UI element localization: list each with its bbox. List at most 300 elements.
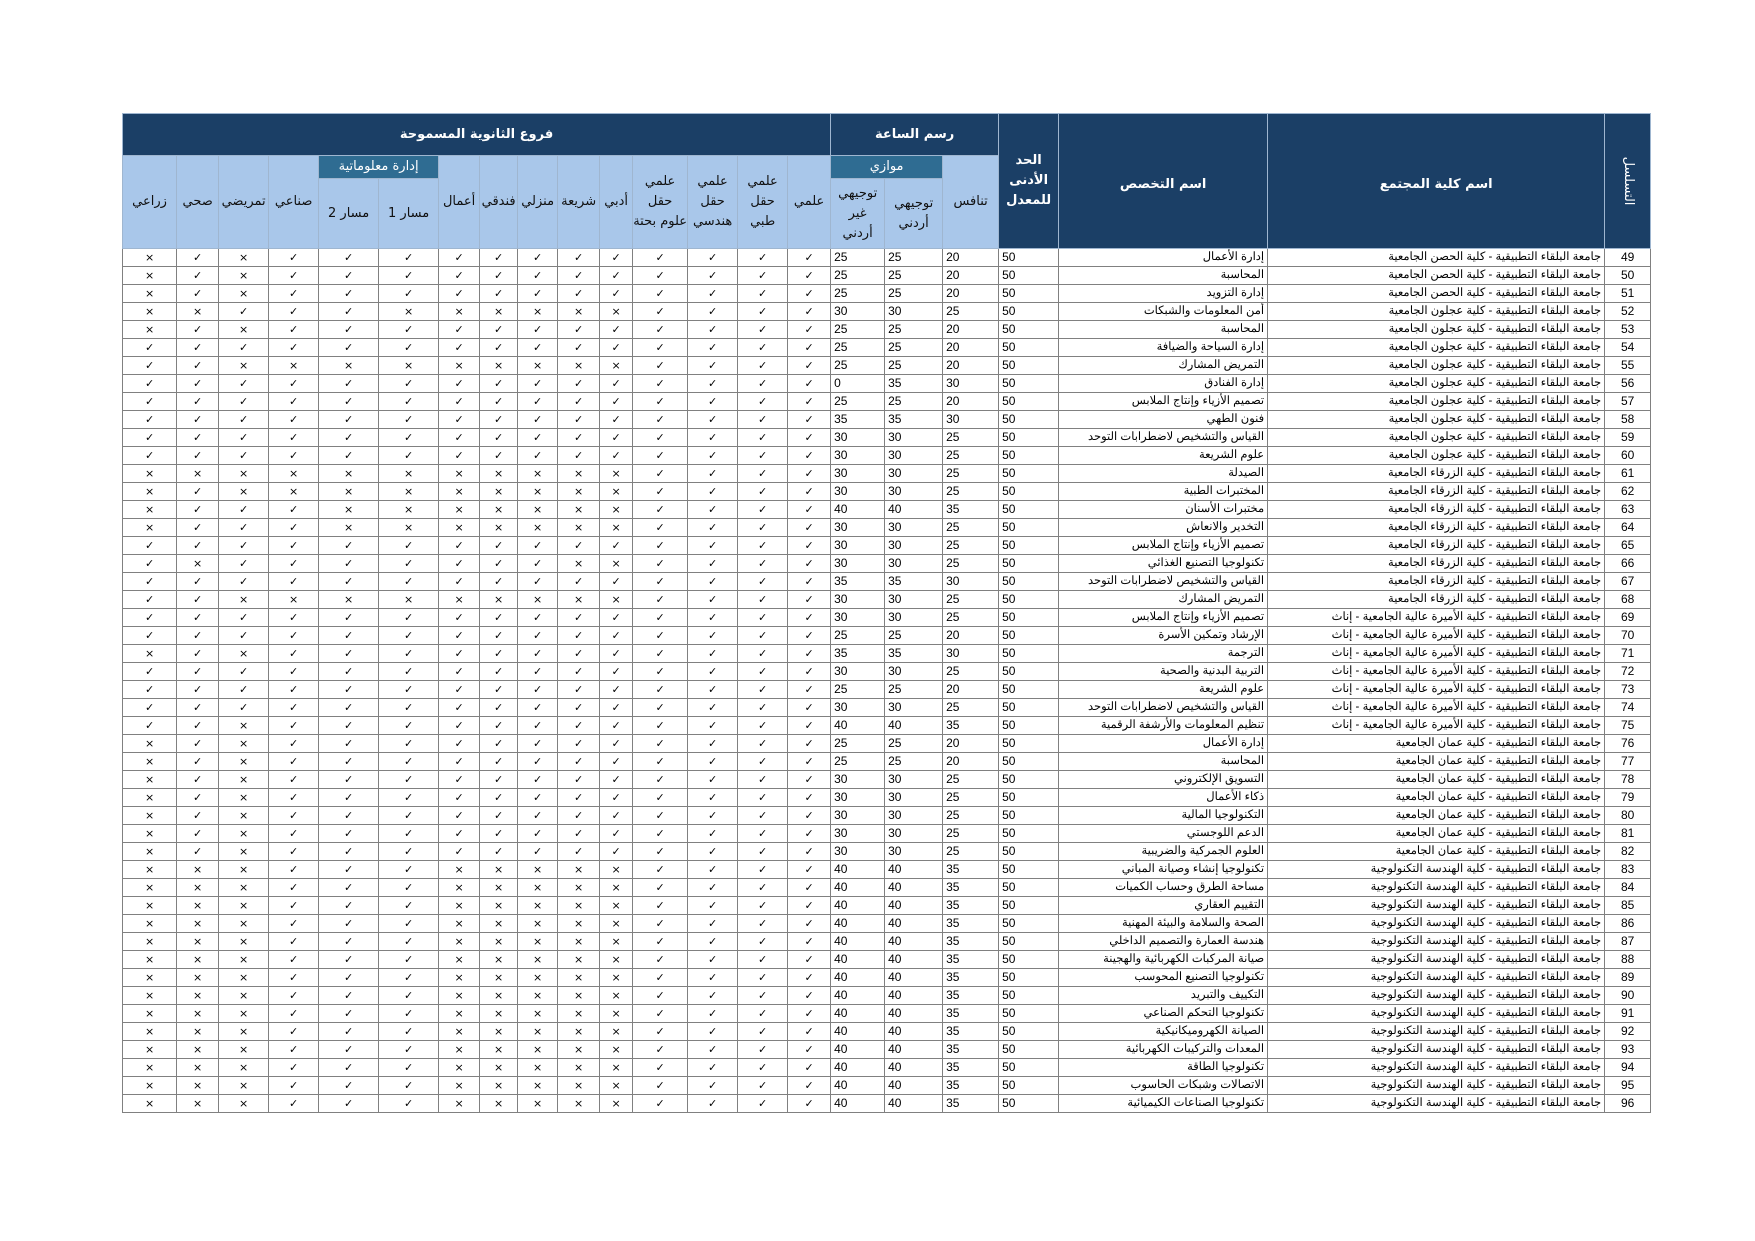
branch-permission-cell: ×: [600, 933, 633, 951]
major-name-cell: الصيدلة: [1059, 465, 1268, 483]
branch-permission-cell: ×: [379, 501, 439, 519]
branch-permission-cell: ✓: [788, 321, 831, 339]
college-name-cell: جامعة البلقاء التطبيقية - كلية عمان الجامعية: [1268, 843, 1605, 861]
table-row: [123, 465, 1651, 483]
non-jordanian-fee-cell: 30: [831, 699, 885, 717]
branch-permission-cell: ✓: [177, 249, 219, 267]
table-row: [123, 357, 1651, 375]
branch-permission-cell: ✓: [518, 753, 558, 771]
major-name-cell: التكييف والتبريد: [1059, 987, 1268, 1005]
branch-permission-cell: ×: [123, 807, 177, 825]
branch-permission-cell: ✓: [558, 429, 600, 447]
branch-permission-cell: ×: [518, 1059, 558, 1077]
branch-permission-cell: ✓: [379, 645, 439, 663]
branch-permission-cell: ✓: [177, 339, 219, 357]
branch-permission-cell: ✓: [738, 1005, 788, 1023]
compete-fee-cell: 35: [943, 897, 999, 915]
branch-permission-cell: ✓: [123, 555, 177, 573]
branch-permission-cell: ✓: [379, 375, 439, 393]
branch-permission-cell: ✓: [480, 429, 518, 447]
branch-permission-cell: ✓: [688, 753, 738, 771]
row-sequence: 67: [1605, 573, 1651, 591]
compete-fee-cell: 20: [943, 321, 999, 339]
branch-literary: أدبي: [600, 156, 633, 249]
branch-permission-cell: ✓: [633, 681, 688, 699]
table-row: [123, 951, 1651, 969]
branch-permission-cell: ✓: [219, 537, 269, 555]
major-name-cell: تصميم الأزياء وإنتاج الملابس: [1059, 609, 1268, 627]
branch-permission-cell: ×: [600, 987, 633, 1005]
branch-permission-cell: ✓: [518, 267, 558, 285]
branch-permission-cell: ×: [123, 753, 177, 771]
table-row: [123, 393, 1651, 411]
branch-permission-cell: ×: [379, 357, 439, 375]
branch-permission-cell: ✓: [177, 285, 219, 303]
branch-permission-cell: ✓: [788, 825, 831, 843]
compete-fee-cell: 25: [943, 447, 999, 465]
jordanian-fee-cell: 40: [885, 1005, 943, 1023]
min-average-cell: 50: [999, 1023, 1059, 1041]
compete-fee-cell: 35: [943, 861, 999, 879]
jordanian-fee-cell: 25: [885, 753, 943, 771]
branch-permission-cell: ✓: [600, 393, 633, 411]
branch-permission-cell: ✓: [633, 1077, 688, 1095]
branch-permission-cell: ×: [558, 519, 600, 537]
branch-permission-cell: ✓: [738, 303, 788, 321]
branch-permission-cell: ✓: [633, 663, 688, 681]
branch-permission-cell: ✓: [738, 861, 788, 879]
branch-permission-cell: ✓: [688, 771, 738, 789]
min-average-cell: 50: [999, 483, 1059, 501]
hour-fee-header: رسم الساعة: [831, 114, 999, 156]
branch-permission-cell: ×: [123, 519, 177, 537]
branch-permission-cell: ✓: [177, 807, 219, 825]
table-row: [123, 987, 1651, 1005]
college-name-cell: جامعة البلقاء التطبيقية - كلية عمان الجامعية: [1268, 807, 1605, 825]
branch-permission-cell: ×: [480, 861, 518, 879]
min-average-cell: 50: [999, 825, 1059, 843]
major-name-cell: مختبرات الأسنان: [1059, 501, 1268, 519]
min-average-cell: 50: [999, 1095, 1059, 1113]
branch-permission-cell: ✓: [269, 285, 319, 303]
branch-permission-cell: ✓: [269, 897, 319, 915]
college-name-cell: جامعة البلقاء التطبيقية - كلية الحصن الجامعية: [1268, 285, 1605, 303]
row-sequence: 83: [1605, 861, 1651, 879]
branch-permission-cell: ✓: [269, 987, 319, 1005]
jordanian-fee-cell: 35: [885, 375, 943, 393]
branch-permission-cell: ✓: [518, 429, 558, 447]
branch-permission-cell: ✓: [177, 501, 219, 519]
branch-permission-cell: ×: [379, 483, 439, 501]
min-average-cell: 50: [999, 933, 1059, 951]
branch-permission-cell: ×: [558, 1005, 600, 1023]
branch-permission-cell: ✓: [788, 663, 831, 681]
branch-permission-cell: ×: [177, 1005, 219, 1023]
min-average-cell: 50: [999, 429, 1059, 447]
branch-permission-cell: ✓: [633, 249, 688, 267]
branch-permission-cell: ×: [518, 483, 558, 501]
branch-permission-cell: ✓: [319, 663, 379, 681]
branch-permission-cell: ✓: [518, 609, 558, 627]
compete-fee-cell: 20: [943, 393, 999, 411]
branch-permission-cell: ✓: [319, 825, 379, 843]
non-jordanian-fee-cell: 30: [831, 843, 885, 861]
major-header: اسم التخصص: [1059, 114, 1268, 249]
branch-permission-cell: ✓: [788, 537, 831, 555]
branch-permission-cell: ✓: [219, 681, 269, 699]
min-average-cell: 50: [999, 663, 1059, 681]
branch-permission-cell: ✓: [788, 753, 831, 771]
major-name-cell: تصميم الأزياء وإنتاج الملابس: [1059, 393, 1268, 411]
branch-permission-cell: ✓: [439, 663, 480, 681]
branch-permission-cell: ×: [219, 987, 269, 1005]
branch-permission-cell: ✓: [633, 915, 688, 933]
branch-permission-cell: ✓: [688, 483, 738, 501]
min-average-cell: 50: [999, 645, 1059, 663]
branch-permission-cell: ×: [558, 897, 600, 915]
jordanian-fee-cell: 40: [885, 1095, 943, 1113]
branch-permission-cell: ✓: [379, 663, 439, 681]
table-row: [123, 645, 1651, 663]
major-name-cell: تكنولوجيا الصناعات الكيميائية: [1059, 1095, 1268, 1113]
major-name-cell: تكنولوجيا الطاقة: [1059, 1059, 1268, 1077]
branch-permission-cell: ×: [439, 501, 480, 519]
branch-permission-cell: ✓: [738, 735, 788, 753]
branch-permission-cell: ✓: [518, 663, 558, 681]
branch-permission-cell: ×: [219, 267, 269, 285]
branch-permission-cell: ✓: [788, 897, 831, 915]
branch-permission-cell: ✓: [688, 699, 738, 717]
parallel-header: موازي: [831, 156, 943, 179]
branch-permission-cell: ✓: [633, 987, 688, 1005]
min-average-cell: 50: [999, 555, 1059, 573]
branch-permission-cell: ×: [480, 1041, 518, 1059]
branch-permission-cell: ✓: [558, 249, 600, 267]
branch-permission-cell: ×: [177, 879, 219, 897]
row-sequence: 80: [1605, 807, 1651, 825]
branch-permission-cell: ✓: [788, 519, 831, 537]
branch-permission-cell: ✓: [269, 519, 319, 537]
branch-permission-cell: ✓: [518, 411, 558, 429]
branch-permission-cell: ✓: [439, 393, 480, 411]
branch-permission-cell: ×: [177, 987, 219, 1005]
table-row: [123, 1077, 1651, 1095]
branch-permission-cell: ✓: [123, 411, 177, 429]
college-name-cell: جامعة البلقاء التطبيقية - كلية عمان الجامعية: [1268, 771, 1605, 789]
branch-permission-cell: ✓: [688, 519, 738, 537]
branch-permission-cell: ✓: [558, 321, 600, 339]
table-row: [123, 843, 1651, 861]
branch-permission-cell: ✓: [788, 357, 831, 375]
branch-permission-cell: ✓: [688, 537, 738, 555]
admissions-table: [122, 113, 1651, 1113]
branch-permission-cell: ×: [518, 915, 558, 933]
compete-fee-cell: 25: [943, 789, 999, 807]
branch-permission-cell: ✓: [319, 987, 379, 1005]
branch-permission-cell: ✓: [269, 1041, 319, 1059]
branch-permission-cell: ✓: [379, 933, 439, 951]
table-row: [123, 969, 1651, 987]
table-row: [123, 933, 1651, 951]
compete-fee-cell: 35: [943, 951, 999, 969]
branch-permission-cell: ×: [177, 1023, 219, 1041]
branch-permission-cell: ×: [600, 951, 633, 969]
branch-permission-cell: ✓: [123, 393, 177, 411]
major-name-cell: تكنولوجيا التحكم الصناعي: [1059, 1005, 1268, 1023]
branch-permission-cell: ×: [439, 879, 480, 897]
branch-permission-cell: ×: [269, 483, 319, 501]
branch-permission-cell: ×: [379, 465, 439, 483]
min-average-cell: 50: [999, 393, 1059, 411]
major-name-cell: فنون الطهي: [1059, 411, 1268, 429]
row-sequence: 76: [1605, 735, 1651, 753]
branch-permission-cell: ✓: [688, 933, 738, 951]
branch-permission-cell: ×: [600, 303, 633, 321]
branch-permission-cell: ✓: [269, 861, 319, 879]
branch-permission-cell: ✓: [738, 933, 788, 951]
branch-permission-cell: ✓: [600, 645, 633, 663]
branch-permission-cell: ✓: [379, 447, 439, 465]
college-name-cell: جامعة البلقاء التطبيقية - كلية عمان الجامعية: [1268, 753, 1605, 771]
branch-permission-cell: ✓: [633, 1041, 688, 1059]
branch-permission-cell: ×: [558, 915, 600, 933]
branch-permission-cell: ✓: [688, 285, 738, 303]
branch-permission-cell: ✓: [788, 393, 831, 411]
branch-permission-cell: ✓: [379, 411, 439, 429]
branch-permission-cell: ✓: [518, 285, 558, 303]
branch-permission-cell: ×: [480, 1059, 518, 1077]
branch-permission-cell: ✓: [788, 717, 831, 735]
row-sequence: 66: [1605, 555, 1651, 573]
branch-permission-cell: ×: [518, 519, 558, 537]
branch-permission-cell: ✓: [738, 447, 788, 465]
branch-permission-cell: ×: [480, 969, 518, 987]
row-sequence: 86: [1605, 915, 1651, 933]
branch-permission-cell: ✓: [633, 1059, 688, 1077]
branch-permission-cell: ✓: [319, 843, 379, 861]
compete-header: تنافس: [943, 156, 999, 249]
branch-permission-cell: ✓: [633, 861, 688, 879]
jordanian-fee-cell: 40: [885, 501, 943, 519]
compete-fee-cell: 35: [943, 1005, 999, 1023]
branch-permission-cell: ✓: [269, 303, 319, 321]
branch-permission-cell: ×: [439, 861, 480, 879]
min-average-cell: 50: [999, 501, 1059, 519]
major-name-cell: المعدات والتركيبات الكهربائية: [1059, 1041, 1268, 1059]
major-name-cell: علوم الشريعة: [1059, 447, 1268, 465]
branch-permission-cell: ✓: [269, 1005, 319, 1023]
major-name-cell: العلوم الجمركية والضريبية: [1059, 843, 1268, 861]
branch-permission-cell: ×: [379, 303, 439, 321]
branch-permission-cell: ✓: [177, 681, 219, 699]
branch-permission-cell: ✓: [177, 447, 219, 465]
college-name-cell: جامعة البلقاء التطبيقية - كلية الأميرة عالية الجامعية - إناث: [1268, 699, 1605, 717]
jordanian-fee-cell: 30: [885, 771, 943, 789]
branch-permission-cell: ✓: [439, 447, 480, 465]
table-row: [123, 1023, 1651, 1041]
jordanian-fee-cell: 40: [885, 1059, 943, 1077]
table-row: [123, 573, 1651, 591]
branch-permission-cell: ✓: [558, 699, 600, 717]
branch-permission-cell: ✓: [600, 267, 633, 285]
non-jordanian-fee-cell: 30: [831, 537, 885, 555]
branch-permission-cell: ×: [219, 1095, 269, 1113]
college-name-cell: جامعة البلقاء التطبيقية - كلية الهندسة التكنولوجية: [1268, 1041, 1605, 1059]
jordanian-fee-cell: 25: [885, 249, 943, 267]
college-name-cell: جامعة البلقاء التطبيقية - كلية الهندسة التكنولوجية: [1268, 987, 1605, 1005]
branch-permission-cell: ✓: [788, 483, 831, 501]
non-jordanian-fee-cell: 40: [831, 969, 885, 987]
branch-permission-cell: ✓: [319, 1023, 379, 1041]
non-jordanian-fee-cell: 25: [831, 249, 885, 267]
branch-permission-cell: ×: [123, 1095, 177, 1113]
branch-permission-cell: ✓: [788, 501, 831, 519]
branch-permission-cell: ✓: [219, 303, 269, 321]
branch-permission-cell: ✓: [269, 1023, 319, 1041]
branch-permission-cell: ✓: [319, 897, 379, 915]
compete-fee-cell: 20: [943, 285, 999, 303]
branch-permission-cell: ✓: [600, 573, 633, 591]
branch-permission-cell: ✓: [269, 843, 319, 861]
branch-permission-cell: ✓: [788, 267, 831, 285]
branch-permission-cell: ×: [219, 1005, 269, 1023]
jordanian-fee-cell: 30: [885, 789, 943, 807]
branch-permission-cell: ✓: [788, 1095, 831, 1113]
branch-permission-cell: ✓: [633, 411, 688, 429]
row-sequence: 52: [1605, 303, 1651, 321]
jordanian-fee-cell: 30: [885, 447, 943, 465]
branch-permission-cell: ✓: [558, 411, 600, 429]
branch-permission-cell: ✓: [738, 843, 788, 861]
branch-permission-cell: ×: [219, 879, 269, 897]
branch-industrial: صناعي: [269, 156, 319, 249]
branch-permission-cell: ×: [480, 915, 518, 933]
min-average-cell: 50: [999, 915, 1059, 933]
branch-permission-cell: ✓: [219, 663, 269, 681]
row-sequence: 91: [1605, 1005, 1651, 1023]
branch-permission-cell: ✓: [319, 1041, 379, 1059]
branch-permission-cell: ×: [600, 519, 633, 537]
branch-permission-cell: ×: [518, 591, 558, 609]
branch-permission-cell: ✓: [177, 717, 219, 735]
branch-permission-cell: ✓: [269, 573, 319, 591]
college-name-cell: جامعة البلقاء التطبيقية - كلية عجلون الجامعية: [1268, 411, 1605, 429]
branch-permission-cell: ✓: [319, 627, 379, 645]
branch-permission-cell: ✓: [738, 681, 788, 699]
branch-permission-cell: ✓: [633, 519, 688, 537]
row-sequence: 55: [1605, 357, 1651, 375]
branch-permission-cell: ✓: [480, 573, 518, 591]
college-name-cell: جامعة البلقاء التطبيقية - كلية الزرقاء الجامعية: [1268, 501, 1605, 519]
row-sequence: 92: [1605, 1023, 1651, 1041]
branch-permission-cell: ✓: [738, 789, 788, 807]
branch-permission-cell: ✓: [688, 1077, 738, 1095]
branch-permission-cell: ✓: [269, 393, 319, 411]
track-2-header: مسار 2: [319, 179, 379, 249]
branch-permission-cell: ✓: [439, 609, 480, 627]
branch-permission-cell: ×: [219, 807, 269, 825]
branch-permission-cell: ✓: [738, 879, 788, 897]
jordanian-fee-cell: 30: [885, 699, 943, 717]
branch-permission-cell: ✓: [480, 771, 518, 789]
branch-permission-cell: ✓: [319, 735, 379, 753]
branch-permission-cell: ✓: [633, 897, 688, 915]
table-row: [123, 591, 1651, 609]
branch-permission-cell: ×: [177, 555, 219, 573]
branch-permission-cell: ×: [219, 1023, 269, 1041]
branch-permission-cell: ✓: [480, 717, 518, 735]
branch-permission-cell: ✓: [379, 429, 439, 447]
row-sequence: 71: [1605, 645, 1651, 663]
branch-permission-cell: ✓: [319, 537, 379, 555]
branch-permission-cell: ✓: [439, 717, 480, 735]
non-jordanian-fee-cell: 30: [831, 555, 885, 573]
branch-permission-cell: ✓: [738, 429, 788, 447]
branch-permission-cell: ✓: [439, 537, 480, 555]
branch-permission-cell: ✓: [269, 879, 319, 897]
branch-permission-cell: ✓: [788, 627, 831, 645]
branch-permission-cell: ✓: [788, 1077, 831, 1095]
compete-fee-cell: 25: [943, 699, 999, 717]
non-jordanian-fee-cell: 30: [831, 663, 885, 681]
branch-permission-cell: ✓: [738, 285, 788, 303]
college-name-cell: جامعة البلقاء التطبيقية - كلية الأميرة عالية الجامعية - إناث: [1268, 663, 1605, 681]
branch-permission-cell: ×: [269, 465, 319, 483]
branch-permission-cell: ✓: [633, 357, 688, 375]
branch-permission-cell: ✓: [633, 321, 688, 339]
branch-permission-cell: ✓: [633, 375, 688, 393]
branch-permission-cell: ✓: [688, 429, 738, 447]
branch-permission-cell: ×: [219, 483, 269, 501]
branch-permission-cell: ×: [319, 519, 379, 537]
branch-permission-cell: ✓: [439, 267, 480, 285]
branch-permission-cell: ✓: [439, 681, 480, 699]
branch-permission-cell: ×: [480, 483, 518, 501]
non-jordanian-fee-cell: 40: [831, 1023, 885, 1041]
min-average-cell: 50: [999, 771, 1059, 789]
college-name-cell: جامعة البلقاء التطبيقية - كلية الهندسة التكنولوجية: [1268, 1023, 1605, 1041]
non-jordanian-fee-cell: 40: [831, 933, 885, 951]
seq-header: التسلسل: [1605, 114, 1651, 249]
branch-permission-cell: ×: [439, 951, 480, 969]
min-average-cell: 50: [999, 807, 1059, 825]
branch-permission-cell: ✓: [600, 627, 633, 645]
branch-permission-cell: ✓: [600, 717, 633, 735]
branch-permission-cell: ✓: [518, 339, 558, 357]
branch-permission-cell: ✓: [123, 447, 177, 465]
branch-permission-cell: ✓: [738, 699, 788, 717]
branch-permission-cell: ×: [219, 861, 269, 879]
branch-permission-cell: ✓: [788, 735, 831, 753]
branch-permission-cell: ✓: [219, 699, 269, 717]
branch-permission-cell: ×: [558, 1041, 600, 1059]
branch-permission-cell: ×: [600, 1077, 633, 1095]
branch-permission-cell: ✓: [558, 375, 600, 393]
branch-permission-cell: ✓: [269, 429, 319, 447]
branch-permission-cell: ✓: [123, 375, 177, 393]
major-name-cell: التكنولوجيا المالية: [1059, 807, 1268, 825]
major-name-cell: تنظيم المعلومات والأرشفة الرقمية: [1059, 717, 1268, 735]
branch-permission-cell: ✓: [379, 915, 439, 933]
compete-fee-cell: 25: [943, 465, 999, 483]
branch-permission-cell: ×: [518, 861, 558, 879]
branch-permission-cell: ✓: [788, 249, 831, 267]
branch-permission-cell: ×: [219, 465, 269, 483]
branch-permission-cell: ×: [219, 591, 269, 609]
branch-hotel: فندقي: [480, 156, 518, 249]
branch-permission-cell: ✓: [177, 411, 219, 429]
min-average-cell: 50: [999, 285, 1059, 303]
